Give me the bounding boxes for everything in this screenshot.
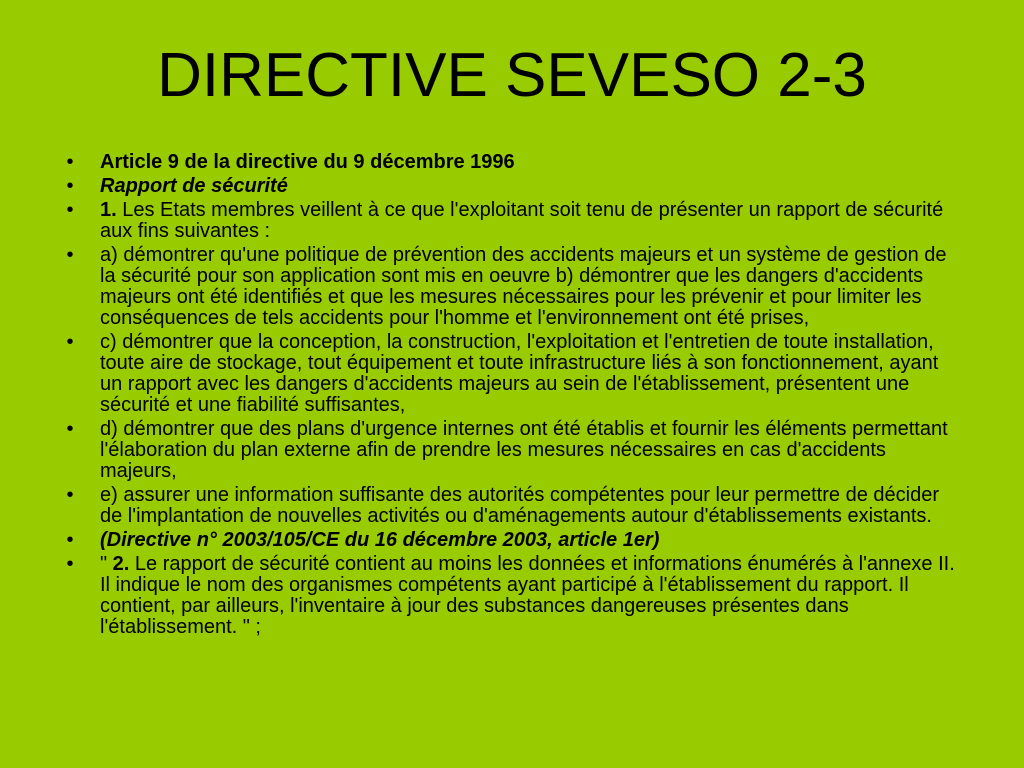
bullet-item xyxy=(60,152,960,173)
bullet-icon: • xyxy=(66,484,74,506)
bullet-item xyxy=(60,332,960,416)
bullet-item xyxy=(60,485,960,527)
bullet-strong-text: Article 9 de la directive du 9 décembre 1996 xyxy=(100,151,515,173)
bullet-prefix: " xyxy=(100,553,113,575)
bullet-icon: • xyxy=(66,529,74,551)
bullet-item xyxy=(60,419,960,482)
bullet-text: a) démontrer qu'une politique de prévention des accidents majeurs et un système de gestion de la sécurité pour son application sont mis en oeuvre b) démontrer que les dangers d'accidents majeurs ont été identifiés et que les mesures nécessaires pour les prévenir et pour limiter les conséquences de tels accidents pour l'homme et l'environnement ont été prises, xyxy=(100,244,947,329)
bullet-icon: • xyxy=(66,244,74,266)
bullet-text: Les Etats membres veillent à ce que l'exploitant soit tenu de présenter un rapport de sécurité aux fins suivantes : xyxy=(100,199,944,242)
bullet-text: c) démontrer que la conception, la construction, l'exploitation et l'entretien de toute installation, toute aire de stockage, tout équipement et toute infrastructure liés à son fonctionnement, ayant un rapport avec les dangers d'accidents majeurs au sein de l'établissement, présentent une sécurité et une fiabilité suffisantes, xyxy=(100,331,939,416)
slide-title: DIRECTIVE SEVESO 2-3 xyxy=(157,41,867,110)
bullet-text: d) démontrer que des plans d'urgence internes ont été établis et fournir les éléments permettant l'élaboration du plan externe afin de prendre les mesures nécessaires en cas d'accidents majeurs, xyxy=(100,418,948,482)
bullet-item xyxy=(60,200,960,242)
bullet-list xyxy=(60,152,960,641)
bullet-icon: • xyxy=(66,151,74,173)
bullet-icon: • xyxy=(66,199,74,221)
bullet-icon: • xyxy=(66,553,74,575)
bullet-icon: • xyxy=(66,418,74,440)
bullet-number: 1. xyxy=(100,199,117,221)
bullet-text: Le rapport de sécurité contient au moins les données et informations énumérés à l'annexe II. Il indique le nom des organismes compétents ayant participé à l'établissement du rapport. Il contient, par ailleurs, l'inventaire à jour des substances dangereuses présentes dans l'établissement. " ; xyxy=(100,553,955,638)
bullet-strong-italic-text: Rapport de sécurité xyxy=(100,175,288,197)
bullet-strong-italic-text: (Directive n° 2003/105/CE du 16 décembre 2003, article 1er) xyxy=(100,529,660,551)
bullet-icon: • xyxy=(66,331,74,353)
bullet-item xyxy=(60,245,960,329)
bullet-item xyxy=(60,176,960,197)
bullet-icon: • xyxy=(66,175,74,197)
bullet-number: 2. xyxy=(112,553,130,575)
bullet-text: e) assurer une information suffisante des autorités compétentes pour leur permettre de décider de l'implantation de nouvelles activités ou d'aménagements autour d'établissements existants. xyxy=(100,484,939,527)
bullet-item xyxy=(60,554,960,638)
bullet-item xyxy=(60,530,960,551)
